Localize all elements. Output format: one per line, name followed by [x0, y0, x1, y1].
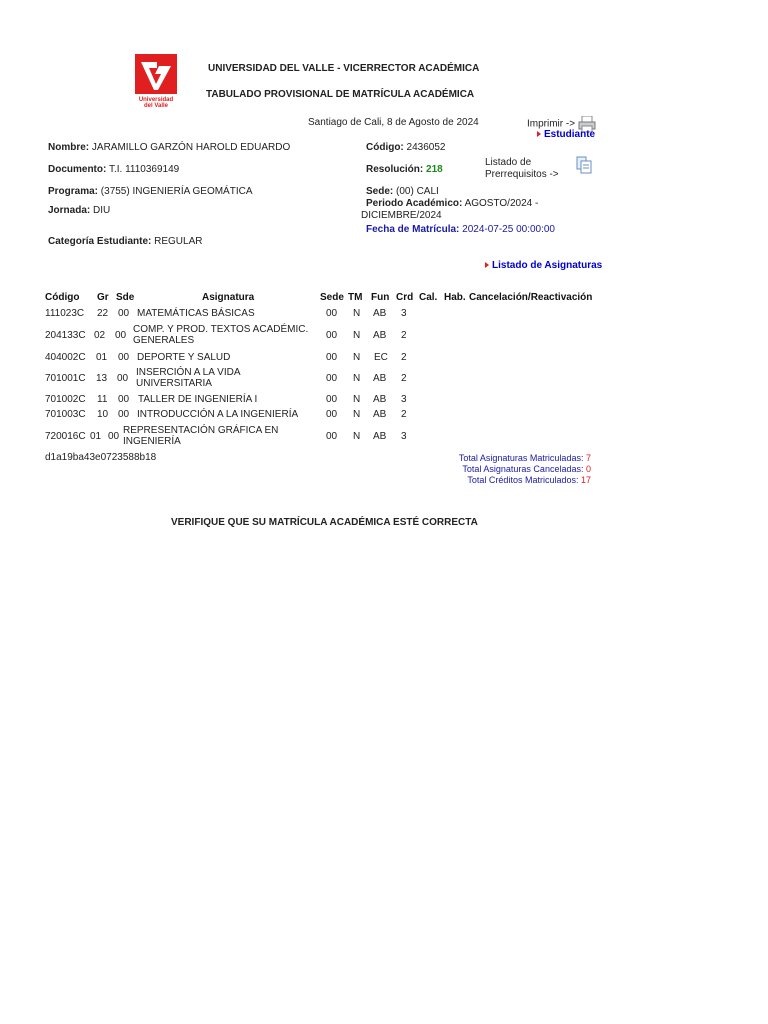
row-gr: 01 [96, 352, 108, 363]
row-crd: 2 [401, 409, 407, 420]
col-header-fun: Fun [371, 292, 390, 303]
row-sde: 00 [118, 394, 130, 405]
row-subject: COMP. Y PROD. TEXTOS ACADÉMIC. GENERALES [133, 324, 309, 346]
name-row [48, 142, 290, 153]
row-subject: INTRODUCCIÓN A LA INGENIERÍA [137, 409, 299, 420]
code-value: 2436052 [406, 142, 446, 153]
col-header-codigo: Código [45, 292, 80, 303]
row-code: 701003C [45, 409, 86, 420]
prereq-button[interactable] [576, 156, 592, 177]
enrollment-date-row [366, 224, 555, 235]
prereq-link[interactable]: Listado de Prerrequisitos -> [485, 157, 559, 180]
row-fun: AB [373, 394, 387, 405]
row-crd: 3 [401, 308, 407, 319]
row-sede: 00 [326, 409, 338, 420]
row-subject: TALLER DE INGENIERÍA I [138, 394, 258, 405]
col-header-sede: Sede [320, 292, 344, 303]
document-copy-icon[interactable] [576, 156, 592, 174]
row-sde: 00 [108, 431, 120, 442]
col-header-tm: TM [348, 292, 363, 303]
row-sde: 00 [115, 330, 127, 341]
total-cancelled-row [462, 464, 591, 474]
row-fun: AB [373, 373, 387, 384]
row-subject: MATEMÁTICAS BÁSICAS [137, 308, 255, 319]
document-title: TABULADO PROVISIONAL DE MATRÍCULA ACADÉMICA [206, 89, 475, 100]
row-fun: EC [374, 352, 388, 363]
row-subject: DEPORTE Y SALUD [137, 352, 231, 363]
period-row [361, 198, 561, 222]
enrollment-date-value: 2024-07-25 00:00:00 [462, 224, 555, 235]
row-sede: 00 [326, 373, 338, 384]
sede-label: Sede: [366, 186, 394, 197]
jornada-row [48, 205, 110, 216]
row-subject: INSERCIÓN A LA VIDA UNIVERSITARIA [136, 367, 240, 389]
category-value: REGULAR [154, 236, 203, 247]
row-tm: N [353, 394, 361, 405]
category-label: Categoría Estudiante: [48, 236, 152, 247]
jornada-value: DIU [93, 205, 111, 216]
row-gr: 01 [90, 431, 102, 442]
sede-value: (00) CALI [396, 186, 439, 197]
row-crd: 2 [401, 330, 407, 341]
col-header-gr: Gr [97, 292, 109, 303]
row-fun: AB [373, 330, 387, 341]
name-value: JARAMILLO GARZÓN HAROLD EDUARDO [91, 142, 291, 153]
row-gr: 02 [94, 330, 106, 341]
resolution-value: 218 [426, 164, 443, 175]
row-crd: 2 [401, 373, 407, 384]
document-row [48, 164, 179, 175]
program-row [48, 186, 253, 197]
col-header-cal: Cal. [419, 292, 438, 303]
row-code: 204133C [45, 330, 86, 341]
col-header-sde: Sde [116, 292, 135, 303]
row-code: 701002C [45, 394, 86, 405]
total-enrolled-label: Total Asignaturas Matriculadas: [458, 453, 584, 463]
row-code: 720016C [45, 431, 86, 442]
verification-hash: d1a19ba43e0723588b18 [45, 452, 157, 463]
col-header-asignatura: Asignatura [202, 292, 255, 303]
logo-shield-icon [135, 54, 177, 94]
subjects-link[interactable]: Listado de Asignaturas [485, 260, 602, 271]
row-sede: 00 [326, 431, 338, 442]
program-label: Programa: [48, 186, 99, 197]
total-credits-row [467, 475, 591, 485]
program-value: (3755) INGENIERÍA GEOMÁTICA [100, 186, 253, 197]
total-enrolled-row [459, 453, 591, 463]
row-subject: REPRESENTACIÓN GRÁFICA EN INGENIERÍA [123, 425, 279, 447]
row-sede: 00 [326, 352, 338, 363]
row-gr: 22 [97, 308, 109, 319]
row-gr: 11 [97, 394, 108, 405]
row-code: 404002C [45, 352, 86, 363]
row-fun: AB [373, 431, 387, 442]
row-sde: 00 [118, 308, 130, 319]
university-title: UNIVERSIDAD DEL VALLE - VICERRECTOR ACADÉMICA [208, 63, 480, 74]
row-fun: AB [373, 409, 387, 420]
total-credits-value: 17 [580, 475, 591, 485]
row-code: 111023C [45, 308, 85, 319]
row-tm: N [353, 373, 361, 384]
row-sde: 00 [118, 352, 130, 363]
row-sde: 00 [117, 373, 129, 384]
total-enrolled-value: 7 [585, 453, 591, 463]
col-header-cancelacion: Cancelación/Reactivación [469, 292, 593, 303]
university-logo [135, 54, 177, 112]
row-tm: N [353, 352, 361, 363]
row-sede: 00 [326, 308, 338, 319]
row-crd: 3 [401, 431, 407, 442]
resolution-label: Resolución: [366, 164, 424, 175]
enrollment-date-label: Fecha de Matrícula: [366, 224, 460, 235]
jornada-label: Jornada: [48, 205, 91, 216]
code-row [366, 142, 445, 153]
document-value: T.I. 1110369149 [108, 164, 180, 175]
red-triangle-icon [485, 262, 489, 268]
row-gr: 10 [97, 409, 109, 420]
row-sde: 00 [118, 409, 130, 420]
document-label: Documento: [48, 164, 107, 175]
row-tm: N [353, 308, 361, 319]
student-link[interactable]: Estudiante [537, 129, 595, 140]
row-crd: 3 [401, 394, 407, 405]
row-sede: 00 [326, 394, 338, 405]
verification-notice: VERIFIQUE QUE SU MATRÍCULA ACADÉMICA ESTÉ CORRECTA [171, 517, 478, 528]
code-label: Código: [366, 142, 404, 153]
period-label: Periodo Académico: [366, 198, 463, 209]
total-credits-label: Total Créditos Matriculados: [467, 475, 579, 485]
total-cancelled-value: 0 [585, 464, 591, 474]
row-code: 701001C [45, 373, 86, 384]
logo-text-1: Universidad [138, 97, 174, 103]
row-tm: N [353, 431, 361, 442]
total-cancelled-label: Total Asignaturas Canceladas: [462, 464, 584, 474]
category-row [48, 236, 203, 247]
resolution-row [366, 164, 443, 175]
sede-row [366, 186, 439, 197]
row-fun: AB [373, 308, 387, 319]
period-value: AGOSTO/2024 - DICIEMBRE/2024 [361, 198, 539, 221]
red-triangle-icon [537, 131, 541, 137]
document-date: Santiago de Cali, 8 de Agosto de 2024 [308, 117, 479, 128]
col-header-crd: Crd [396, 292, 414, 303]
row-tm: N [353, 330, 361, 341]
logo-text-2: del Valle [143, 103, 168, 109]
print-label: Imprimir -> [527, 118, 576, 130]
row-crd: 2 [401, 352, 407, 363]
name-label: Nombre: [48, 142, 90, 153]
col-header-hab: Hab. [444, 292, 466, 303]
row-sede: 00 [326, 330, 338, 341]
row-tm: N [353, 409, 361, 420]
row-gr: 13 [96, 373, 108, 384]
